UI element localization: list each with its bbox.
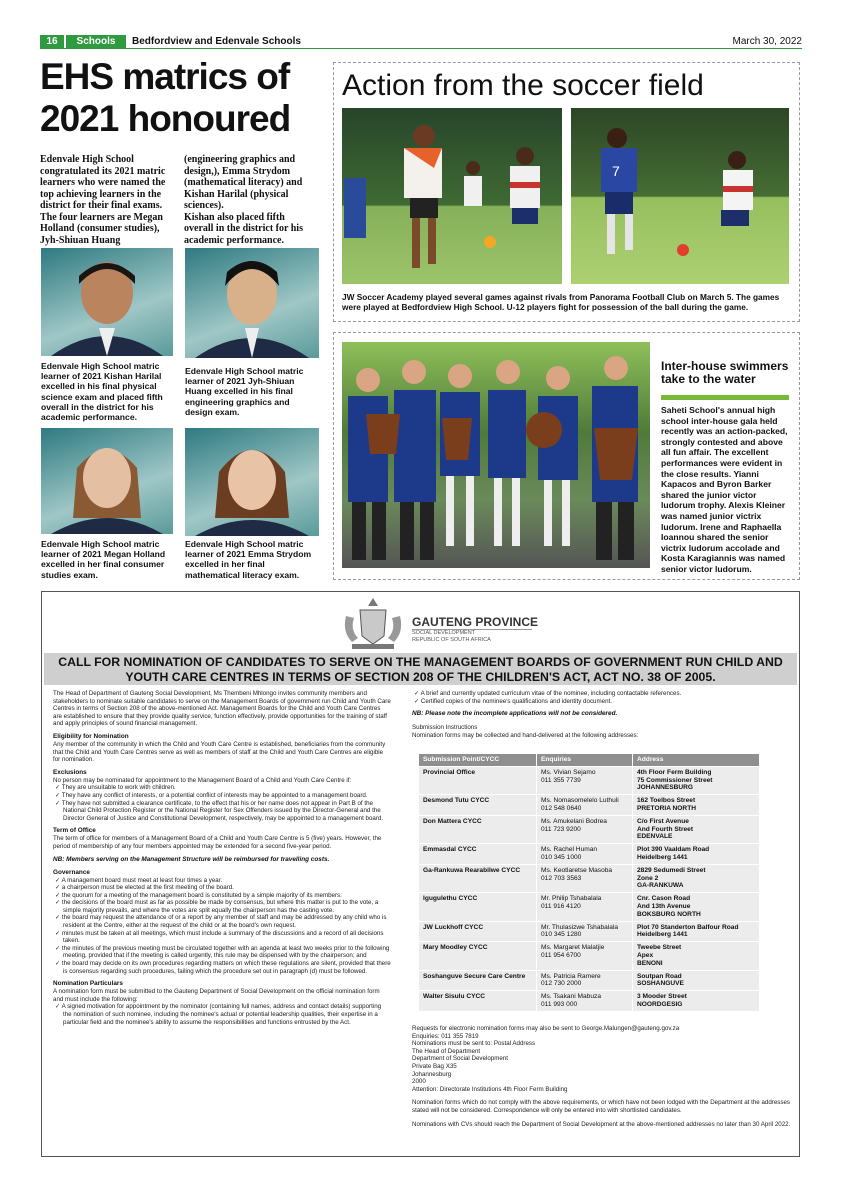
reimburse-note: NB: Members serving on the Management Structure will be reimbursed for travelling costs. [53, 855, 330, 863]
cell-address: Plot 70 Standerton Balfour Road Heidelberg 1441 [633, 921, 760, 942]
list-item: ✓ a chairperson must be elected at the first meeting of the board. [55, 884, 234, 892]
closing-date-note: Nominations with CVs should reach the Department of Social Development at the above-mentioned addresses no later than 30 April 2022. [412, 1120, 791, 1128]
cell-submission-point: Provincial Office [419, 766, 537, 794]
jersey-number: 7 [612, 163, 620, 179]
table-row [419, 844, 760, 865]
postal-line: 2000 [412, 1078, 426, 1086]
org-country: REPUBLIC OF SOUTH AFRICA [412, 637, 491, 643]
section-label: Schools [66, 35, 126, 49]
cell-enquiries: Mr. Thulasizwe Tshabalala 010 345 1280 [537, 921, 633, 942]
cell-submission-point: Emmasdal CYCC [419, 844, 537, 865]
submission-intro: Nomination forms may be collected and hand-delivered at the following addresses: [412, 731, 639, 739]
cell-submission-point: Soshanguve Secure Care Centre [419, 970, 537, 991]
cell-address: 4th Floor Ferm Building 75 Commissioner Street JOHANNESBURG [633, 766, 760, 794]
cell-submission-point: Don Mattera CYCC [419, 815, 537, 843]
cell-submission-point: Igugulethu CYCC [419, 893, 537, 921]
portrait-megan [41, 428, 173, 534]
portrait-emma [185, 428, 319, 536]
table-row [419, 893, 760, 921]
cell-enquiries: Ms. Nomasomelelo Luthuli 012 548 0640 [537, 795, 633, 816]
exclusions-intro: No person may be nominated for appointment to the Management Board of a Child and Youth Care Centre if: [53, 776, 352, 784]
cell-address: Cnr. Cason Road And 13th Avenue BOKSBURG NORTH [633, 893, 760, 921]
header-rule [40, 48, 802, 49]
table-header-row [419, 754, 760, 767]
table-row [419, 815, 760, 843]
list-item: ✓ the board may request the attendance of or a report by any member of staff and may be addressed by any child who is resident at the Centre, either at the request of the child or at the board's own request. [55, 914, 387, 930]
table-row [419, 991, 760, 1012]
postal-line: Johannesburg [412, 1070, 452, 1078]
postal-intro: Nominations must be sent to: Postal Address [412, 1040, 536, 1048]
ehs-body-col2: (engineering graphics and design,), Emma Strydom (mathematical literacy) and Kishan Harilal (physical sciences). Kishan also placed fifth overall in the district for his academic performance. [184, 154, 303, 246]
cell-submission-point: Ga-Rankuwa Rearabilwe CYCC [419, 864, 537, 892]
list-item: ✓ A signed motivation for appointment by the nominator (containing full names, address and contact details) supporting the nomination of such nominee, including the nominee's actual or potential leadership qualities, their expertise in a particular field and the nominee's ability to assume the responsibilities and functions entrusted by the Act. [55, 1003, 382, 1026]
eligibility-heading: Eligibility for Nomination [53, 732, 129, 740]
list-item: ✓ A management board must meet at least four times a year. [55, 876, 223, 884]
caption-emma: Edenvale High School matric learner of 2021 Emma Strydom excelled in her final mathematical literacy exam. [185, 539, 312, 580]
cell-address: Tweebe Street Apex BENONI [633, 942, 760, 970]
cell-submission-point: JW Luckhoff CYCC [419, 921, 537, 942]
table-row [419, 864, 760, 892]
postal-line: The Head of Department [412, 1047, 481, 1055]
table-row [419, 795, 760, 816]
soccer-photo-2 [571, 108, 789, 284]
cell-address: 162 Toelbos Street PRETORIA NORTH [633, 795, 760, 816]
notice-right-column [412, 690, 790, 739]
notice-intro: The Head of Department of Gauteng Social Development, Ms Thembeni Mhlongo invites community members and stakeholders to nominate suitable candidates to serve on the Management Boards of government run Child and Youth Care Centres in terms of Section 208 of the above-mentioned Act. Management Boards for the Child and Youth Care Centres are established to ensure that they provide quality service, function effectively, provide opportunities for the training of staff and apply principles of sound financial management. [53, 690, 391, 728]
submission-table [418, 753, 760, 1012]
table-row [419, 942, 760, 970]
ehs-body-col1: Edenvale High School congratulated its 2021 matric learners who were named the top achieving learners in the district for their final exams. The four learners are Megan Holland (consumer studies), Jyh-Shiuan Huang [40, 154, 166, 246]
caption-megan: Edenvale High School matric learner of 2021 Megan Holland excelled in her final consumer studies exam. [41, 539, 166, 580]
governance-heading: Governance [53, 868, 90, 876]
nomination-heading: Nomination Particulars [53, 980, 123, 988]
portrait-kishan [41, 248, 173, 356]
cell-submission-point: Mary Moodley CYCC [419, 942, 537, 970]
list-item: ✓ the minutes of the previous meeting must be circulated together with an agenda at least two weeks prior to the following meeting, provided that if the meeting is called urgently, this rule may be dispensed with by the chairperson; and [55, 944, 390, 960]
postal-line: Attention: Directorate Institutions 4th Floor Ferm Building [412, 1085, 568, 1093]
term-text: The term of office for members of a Management Board of a Child and Youth Care Centre is 5 (five) years. However, the period of membership of any four members appointed may be extended for a second five-year period. [53, 835, 382, 850]
swim-body: Saheti School's annual high school inter-house gala held recently was an action-packed, strongly contested and above all fun affair. The excellent performances were evident in the close results. Yianni Kapacos and Byron Barker shared the junior victor ludorum trophy. Alexis Kleiner was named junior victrix ludorum. Irene and Raphaella Ioannou shared the senior victrix ludorum accolade and Kosta Karagiannis was named senior victor ludorum. [661, 405, 788, 574]
col-header: Enquiries [537, 754, 633, 767]
org-name: GAUTENG PROVINCE [412, 615, 539, 629]
postal-line: Department of Social Development [412, 1055, 508, 1063]
soccer-headline: Action from the soccer field [342, 69, 704, 102]
cell-enquiries: Ms. Patricia Ramere 012 730 2000 [537, 970, 633, 991]
submission-heading: Submission Instructions [412, 724, 478, 732]
swim-accent-bar [661, 395, 789, 400]
col-header: Submission Point/CYCC [419, 754, 537, 767]
electronic-request: Requests for electronic nomination forms may also be sent to George.Malungen@gauteng.gov.za Enquiries: 011 355 7819 [412, 1025, 680, 1040]
col-header: Address [633, 754, 760, 767]
table-row [419, 921, 760, 942]
list-item: ✓ the decisions of the board must as far as possible be made by consensus, but where this matter is put to the vote, a simple majority prevails, and where the votes are split equally the chairperson has the casting vote. [55, 899, 379, 914]
notice-right-footer [412, 1025, 792, 1128]
page-number: 16 [40, 35, 64, 49]
list-item: ✓ They have not submitted a clearance certificate, to the effect that his or her name does not appear in Part B of the National Child Protection Register or the National Register for Sex Offenders issued by the Director-General and the Director General of Justice and Constitutional Development, respectively, may be appointed to a management board. [55, 799, 384, 822]
cell-address: C/o First Avenue And Fourth Street EDENVALE [633, 815, 760, 843]
swim-photo [342, 342, 650, 568]
cell-submission-point: Desmond Tutu CYCC [419, 795, 537, 816]
list-item: ✓ minutes must be taken at all meetings, which must include a summary of the discussions and a record of all decisions taken. [55, 929, 384, 945]
cell-submission-point: Walter Sisulu CYCC [419, 991, 537, 1012]
cell-enquiries: Ms. Keotlaretse Masoba 012 703 3563 [537, 864, 633, 892]
cell-address: 3 Mooder Street NOORDGESIG [633, 991, 760, 1012]
nomination-intro: A nomination form must be submitted to the Gauteng Department of Social Development on the official nomination form and must include the following: [53, 988, 380, 1003]
term-heading: Term of Office [53, 827, 96, 835]
cell-enquiries: Ms. Amukelani Bodrea 011 723 9200 [537, 815, 633, 843]
list-item: ✓ Certified copies of the nominee's qualifications and identity document. [414, 697, 612, 705]
caption-kishan: Edenvale High School matric learner of 2021 Kishan Harilal excelled in his final physical science exam and placed fifth overall in the district for his academic performance. [41, 361, 163, 423]
issue-date: March 30, 2022 [732, 36, 802, 47]
org-department: SOCIAL DEVELOPMENT [412, 630, 476, 636]
cell-enquiries: Ms. Margaret Malatjie 011 954 6700 [537, 942, 633, 970]
cell-enquiries: Ms. Rachel Human 010 345 1000 [537, 844, 633, 865]
list-item: ✓ the board may decide on its own procedures regarding matters on which these regulations are silent, provided that there is consensus regarding such procedures, failing which the procedure set out in paragraph (d) must be followed. [55, 960, 391, 975]
soccer-photo-1 [342, 108, 562, 284]
list-item: ✓ They have any conflict of interests, or a potential conflict of interests may be appointed to a management board. [55, 791, 368, 799]
incomplete-note: NB: Please note the incomplete applications will not be considered. [412, 710, 618, 718]
caption-jyh-shiuan: Edenvale High School matric learner of 2021 Jyh-Shiuan Huang excelled in his final engineering graphics and design exam. [185, 366, 304, 417]
list-item: ✓ They are unsuitable to work with children. [55, 784, 176, 792]
swim-headline: Inter-house swimmers take to the water [661, 359, 789, 386]
soccer-caption: JW Soccer Academy played several games against rivals from Panorama Football Club on March 5. The games were played at Bedfordview High School. U-12 players fight for possession of the ball during the game. [342, 292, 780, 312]
table-row [419, 970, 760, 991]
postal-line: Private Bag X35 [412, 1062, 457, 1070]
ehs-headline: EHS matrics of 2021 honoured [40, 56, 291, 139]
list-item: ✓ A brief and currently updated curriculum vitae of the nominee, including contactable references. [414, 690, 682, 697]
eligibility-text: Any member of the community in which the Child and Youth Care Centre is established, beneficiaries from the community that the Child and Youth Care Centres serve as well as members of staff at the Child and Youth Care Centres are eligible for nomination. [53, 740, 386, 764]
noncompliance-note: Nomination forms which do not comply with the above requirements, or which have not been lodged with the Department at the addresses stated will not be considered. Correspondence will only be entered into with shortlisted candidates. [412, 1099, 790, 1114]
cell-address: Soutpan Road SOSHANGUVE [633, 970, 760, 991]
portrait-jyh-shiuan [185, 248, 319, 358]
notice-title: CALL FOR NOMINATION OF CANDIDATES TO SERVE ON THE MANAGEMENT BOARDS OF GOVERNMENT RUN CHILD AND YOUTH CARE CENTRES IN TERMS OF SECTION 208 OF THE CHILDREN'S ACT, ACT NO. 38 OF 2005. [44, 653, 797, 685]
table-row [419, 766, 760, 794]
notice-left-column [53, 690, 391, 1026]
list-item: ✓ the quorum for a meeting of the management board is constituted by a simple majority of its members. [55, 891, 342, 899]
cell-enquiries: Ms. Vivian Sejamo 011 355 7739 [537, 766, 633, 794]
coat-of-arms-icon [338, 596, 408, 651]
cell-address: 2829 Sedumedi Street Zone 2 GA-RANKUWA [633, 864, 760, 892]
cell-enquiries: Ms. Tsakani Mabuza 011 993 000 [537, 991, 633, 1012]
exclusions-heading: Exclusions [53, 768, 87, 776]
cell-address: Plot 390 Vaaldam Road Heidelberg 1441 [633, 844, 760, 865]
cell-enquiries: Mr. Philip Tshabalala 011 916 4120 [537, 893, 633, 921]
publication-title: Bedfordview and Edenvale Schools [132, 36, 301, 47]
